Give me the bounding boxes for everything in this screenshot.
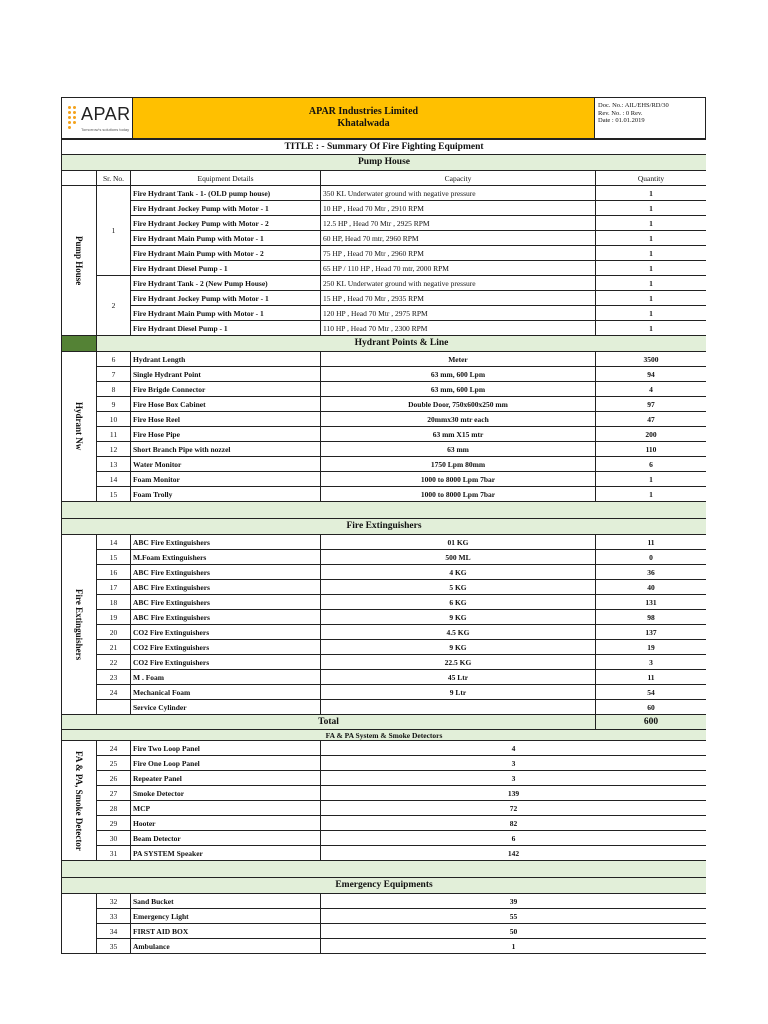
capacity: 9 Ltr — [321, 685, 596, 700]
logo-dots-icon — [68, 106, 80, 130]
table-row — [62, 397, 707, 412]
doc-number: Doc. No.: AIL/EHS/RD/30 — [598, 102, 669, 109]
equipment-name: ABC Fire Extinguishers — [131, 595, 321, 610]
table-row — [62, 535, 707, 550]
table-row — [62, 427, 707, 442]
capacity: Meter — [321, 352, 596, 367]
capacity: 63 mm, 600 Lpm — [321, 367, 596, 382]
total-label: Total — [62, 715, 596, 730]
quantity: 40 — [596, 580, 707, 595]
equipment-name: Fire Hydrant Diesel Pump - 1 — [131, 321, 321, 336]
capacity: 5 KG — [321, 580, 596, 595]
table-row — [62, 201, 707, 216]
total-row — [62, 715, 707, 730]
quantity: 131 — [596, 595, 707, 610]
table-row — [62, 816, 707, 831]
table-row — [62, 550, 707, 565]
equipment-name: Foam Trolly — [131, 487, 321, 502]
quantity: 0 — [596, 550, 707, 565]
document-meta — [595, 98, 705, 138]
section-hydrant: Hydrant Points & Line — [97, 336, 707, 352]
equipment-name: Beam Detector — [131, 831, 321, 846]
quantity: 1 — [596, 201, 707, 216]
table-row — [62, 472, 707, 487]
equipment-name: Repeater Panel — [131, 771, 321, 786]
quantity: 1 — [596, 261, 707, 276]
table-row — [62, 352, 707, 367]
equipment-name: Fire One Loop Panel — [131, 756, 321, 771]
table-row — [62, 786, 707, 801]
equipment-name: M . Foam — [131, 670, 321, 685]
capacity: 63 mm X15 mtr — [321, 427, 596, 442]
sr-no: 28 — [97, 801, 131, 816]
table-row — [62, 670, 707, 685]
equipment-name: Fire Hydrant Tank - 1- (OLD pump house) — [131, 186, 321, 201]
capacity: 63 mm, 600 Lpm — [321, 382, 596, 397]
sr-no: 21 — [97, 640, 131, 655]
sr-no: 16 — [97, 565, 131, 580]
quantity: 1 — [596, 276, 707, 291]
side-label-hydrant-text: Hydrant Nw — [74, 402, 84, 451]
quantity: 6 — [596, 457, 707, 472]
table-row — [62, 655, 707, 670]
equipment-name: Emergency Light — [131, 909, 321, 924]
document-sheet — [61, 97, 706, 957]
sr-no: 1 — [97, 186, 131, 276]
capacity: 1750 Lpm 80mm — [321, 457, 596, 472]
logo-tagline: Tomorrow's solutions today — [81, 127, 130, 132]
quantity: 139 — [321, 786, 707, 801]
quantity: 1 — [596, 306, 707, 321]
quantity: 72 — [321, 801, 707, 816]
quantity: 1 — [596, 487, 707, 502]
sr-no: 33 — [97, 909, 131, 924]
table-row — [62, 382, 707, 397]
table-row — [62, 580, 707, 595]
sr-no — [97, 700, 131, 715]
sr-no: 35 — [97, 939, 131, 954]
section-green-marker — [62, 336, 97, 352]
table-row — [62, 909, 707, 924]
capacity: 20mmx30 mtr each — [321, 412, 596, 427]
capacity: 500 ML — [321, 550, 596, 565]
equipment-name: Fire Brigde Connector — [131, 382, 321, 397]
table-row — [62, 846, 707, 861]
section-extinguishers: Fire Extinguishers — [62, 519, 707, 535]
table-row — [62, 756, 707, 771]
side-label-fa-pa-text: FA & PA, Smoke Detector — [74, 750, 84, 851]
col-sr-no: Sr. No. — [97, 171, 131, 186]
quantity: 11 — [596, 535, 707, 550]
table-row — [62, 367, 707, 382]
table-row — [62, 939, 707, 954]
table-row — [62, 216, 707, 231]
revision-number: Rev. No. : 0 Rev. — [598, 109, 643, 117]
quantity: 137 — [596, 625, 707, 640]
capacity: 63 mm — [321, 442, 596, 457]
equipment-name: Fire Hydrant Jockey Pump with Motor - 1 — [131, 291, 321, 306]
sr-no: 12 — [97, 442, 131, 457]
sr-no: 13 — [97, 457, 131, 472]
equipment-name: ABC Fire Extinguishers — [131, 565, 321, 580]
equipment-name: Hydrant Length — [131, 352, 321, 367]
equipment-summary-table — [61, 139, 706, 954]
quantity: 4 — [596, 382, 707, 397]
table-row — [62, 625, 707, 640]
quantity: 1 — [596, 246, 707, 261]
equipment-name: PA SYSTEM Speaker — [131, 846, 321, 861]
quantity: 98 — [596, 610, 707, 625]
capacity: 9 KG — [321, 610, 596, 625]
sr-no: 2 — [97, 276, 131, 336]
sr-no: 26 — [97, 771, 131, 786]
equipment-name: ABC Fire Extinguishers — [131, 535, 321, 550]
sr-no: 8 — [97, 382, 131, 397]
sr-no: 14 — [97, 472, 131, 487]
equipment-name: MCP — [131, 801, 321, 816]
table-row — [62, 442, 707, 457]
table-row — [62, 595, 707, 610]
side-label-hydrant — [62, 352, 97, 502]
quantity: 1 — [596, 231, 707, 246]
quantity: 3 — [321, 771, 707, 786]
capacity: 45 Ltr — [321, 670, 596, 685]
equipment-name: Fire Hydrant Main Pump with Motor - 1 — [131, 231, 321, 246]
capacity: 350 KL Underwater ground with negative pressure — [321, 186, 596, 201]
sr-no: 22 — [97, 655, 131, 670]
capacity: 1000 to 8000 Lpm 7bar — [321, 472, 596, 487]
capacity: 110 HP , Head 70 Mtr , 2300 RPM — [321, 321, 596, 336]
title-row — [62, 140, 707, 155]
quantity: 142 — [321, 846, 707, 861]
side-label-pump-house-text: Pump House — [74, 235, 84, 286]
col-equipment: Equipment Details — [131, 171, 321, 186]
quantity: 50 — [321, 924, 707, 939]
section-fa-pa: FA & PA System & Smoke Detectors — [62, 730, 707, 741]
equipment-name: M.Foam Extinguishers — [131, 550, 321, 565]
side-label-fa-pa — [62, 741, 97, 861]
table-row — [62, 487, 707, 502]
equipment-name: Sand Bucket — [131, 894, 321, 909]
quantity: 3 — [596, 655, 707, 670]
total-value: 600 — [596, 715, 707, 730]
sr-no: 20 — [97, 625, 131, 640]
quantity: 1 — [596, 216, 707, 231]
logo-wordmark: APAR — [81, 104, 131, 124]
equipment-name: Fire Hose Box Cabinet — [131, 397, 321, 412]
equipment-name: Fire Hose Reel — [131, 412, 321, 427]
section-emergency: Emergency Equipments — [62, 878, 707, 894]
section-row — [62, 878, 707, 894]
table-row — [62, 741, 707, 756]
table-row — [62, 831, 707, 846]
section-pump-house: Pump House — [62, 155, 707, 171]
quantity: 11 — [596, 670, 707, 685]
document-date: Date : 01.01.2019 — [598, 117, 645, 124]
equipment-name: Ambulance — [131, 939, 321, 954]
quantity: 47 — [596, 412, 707, 427]
quantity: 82 — [321, 816, 707, 831]
quantity: 1 — [596, 186, 707, 201]
col-capacity: Capacity — [321, 171, 596, 186]
column-header-row — [62, 171, 707, 186]
capacity: 4 KG — [321, 565, 596, 580]
quantity: 94 — [596, 367, 707, 382]
quantity: 200 — [596, 427, 707, 442]
sr-no: 6 — [97, 352, 131, 367]
capacity: 22.5 KG — [321, 655, 596, 670]
capacity: 250 KL Underwater ground with negative pressure — [321, 276, 596, 291]
table-row — [62, 685, 707, 700]
quantity: 4 — [321, 741, 707, 756]
equipment-name: Fire Hydrant Main Pump with Motor - 2 — [131, 246, 321, 261]
sr-no: 18 — [97, 595, 131, 610]
spacer-row — [62, 861, 707, 878]
capacity: 9 KG — [321, 640, 596, 655]
table-row — [62, 321, 707, 336]
quantity: 60 — [596, 700, 707, 715]
equipment-name: Smoke Detector — [131, 786, 321, 801]
quantity: 19 — [596, 640, 707, 655]
equipment-name: Foam Monitor — [131, 472, 321, 487]
table-row — [62, 412, 707, 427]
company-name: APAR Industries Limited — [308, 106, 419, 117]
section-row — [62, 730, 707, 741]
equipment-name: ABC Fire Extinguishers — [131, 580, 321, 595]
table-row — [62, 894, 707, 909]
quantity: 97 — [596, 397, 707, 412]
capacity — [321, 700, 596, 715]
capacity: 12.5 HP , Head 70 Mtr , 2925 RPM — [321, 216, 596, 231]
capacity: 4.5 KG — [321, 625, 596, 640]
table-row — [62, 261, 707, 276]
table-row — [62, 640, 707, 655]
company-location: Khatalwada — [337, 118, 390, 129]
sr-no: 11 — [97, 427, 131, 442]
sr-no: 25 — [97, 756, 131, 771]
side-blank-emergency — [62, 894, 97, 954]
capacity: 65 HP / 110 HP , Head 70 mtr, 2000 RPM — [321, 261, 596, 276]
equipment-name: Service Cylinder — [131, 700, 321, 715]
equipment-name: Short Branch Pipe with nozzel — [131, 442, 321, 457]
sr-no: 27 — [97, 786, 131, 801]
document-title: TITLE : - Summary Of Fire Fighting Equipment — [62, 140, 707, 155]
capacity: Double Door, 750x600x250 mm — [321, 397, 596, 412]
side-label-pump-house — [62, 186, 97, 336]
quantity: 39 — [321, 894, 707, 909]
equipment-name: Water Monitor — [131, 457, 321, 472]
capacity: 10 HP , Head 70 Mtr , 2910 RPM — [321, 201, 596, 216]
sr-no: 7 — [97, 367, 131, 382]
quantity: 1 — [321, 939, 707, 954]
equipment-name: Fire Hydrant Jockey Pump with Motor - 2 — [131, 216, 321, 231]
quantity: 1 — [596, 291, 707, 306]
section-row — [62, 519, 707, 535]
equipment-name: CO2 Fire Extinguishers — [131, 640, 321, 655]
capacity: 60 HP, Head 70 mtr, 2960 RPM — [321, 231, 596, 246]
quantity: 54 — [596, 685, 707, 700]
sr-no: 30 — [97, 831, 131, 846]
quantity: 36 — [596, 565, 707, 580]
sr-no: 24 — [97, 741, 131, 756]
sr-no: 15 — [97, 550, 131, 565]
table-row — [62, 457, 707, 472]
equipment-name: Single Hydrant Point — [131, 367, 321, 382]
table-row — [62, 306, 707, 321]
spacer-row — [62, 502, 707, 519]
sr-no: 14 — [97, 535, 131, 550]
section-row — [62, 336, 707, 352]
equipment-name: CO2 Fire Extinguishers — [131, 625, 321, 640]
equipment-name: Fire Hydrant Main Pump with Motor - 1 — [131, 306, 321, 321]
table-row — [62, 565, 707, 580]
section-row — [62, 155, 707, 171]
capacity: 01 KG — [321, 535, 596, 550]
table-row — [62, 700, 707, 715]
col-quantity: Quantity — [596, 171, 707, 186]
sr-no: 32 — [97, 894, 131, 909]
table-row — [62, 231, 707, 246]
capacity: 120 HP , Head 70 Mtr , 2975 RPM — [321, 306, 596, 321]
capacity: 15 HP , Head 70 Mtr , 2935 RPM — [321, 291, 596, 306]
table-row — [62, 276, 707, 291]
equipment-name: Mechanical Foam — [131, 685, 321, 700]
sr-no: 23 — [97, 670, 131, 685]
capacity: 6 KG — [321, 595, 596, 610]
table-row — [62, 186, 707, 201]
equipment-name: Fire Hydrant Jockey Pump with Motor - 1 — [131, 201, 321, 216]
sr-no: 24 — [97, 685, 131, 700]
table-row — [62, 291, 707, 306]
table-row — [62, 246, 707, 261]
quantity: 1 — [596, 321, 707, 336]
document-header — [61, 97, 706, 139]
sr-no: 9 — [97, 397, 131, 412]
company-logo — [62, 98, 133, 138]
company-banner — [133, 98, 595, 138]
equipment-name: ABC Fire Extinguishers — [131, 610, 321, 625]
side-label-extinguishers-text: Fire Extinguishers — [74, 588, 84, 661]
quantity: 3500 — [596, 352, 707, 367]
capacity: 1000 to 8000 Lpm 7bar — [321, 487, 596, 502]
sr-no: 29 — [97, 816, 131, 831]
equipment-name: CO2 Fire Extinguishers — [131, 655, 321, 670]
side-label-extinguishers — [62, 535, 97, 715]
spacer-cell — [62, 861, 707, 878]
capacity: 75 HP , Head 70 Mtr , 2960 RPM — [321, 246, 596, 261]
sr-no: 17 — [97, 580, 131, 595]
quantity: 110 — [596, 442, 707, 457]
sr-no: 15 — [97, 487, 131, 502]
blank-cell — [62, 171, 97, 186]
table-row — [62, 610, 707, 625]
equipment-name: Fire Hydrant Tank - 2 (New Pump House) — [131, 276, 321, 291]
sr-no: 19 — [97, 610, 131, 625]
sr-no: 10 — [97, 412, 131, 427]
quantity: 3 — [321, 756, 707, 771]
table-row — [62, 801, 707, 816]
sr-no: 31 — [97, 846, 131, 861]
quantity: 6 — [321, 831, 707, 846]
quantity: 1 — [596, 472, 707, 487]
table-row — [62, 771, 707, 786]
equipment-name: FIRST AID BOX — [131, 924, 321, 939]
spacer-cell — [62, 502, 707, 519]
equipment-name: Hooter — [131, 816, 321, 831]
equipment-name: Fire Hose Pipe — [131, 427, 321, 442]
table-row — [62, 924, 707, 939]
equipment-name: Fire Two Loop Panel — [131, 741, 321, 756]
quantity: 55 — [321, 909, 707, 924]
sr-no: 34 — [97, 924, 131, 939]
equipment-name: Fire Hydrant Diesel Pump - 1 — [131, 261, 321, 276]
